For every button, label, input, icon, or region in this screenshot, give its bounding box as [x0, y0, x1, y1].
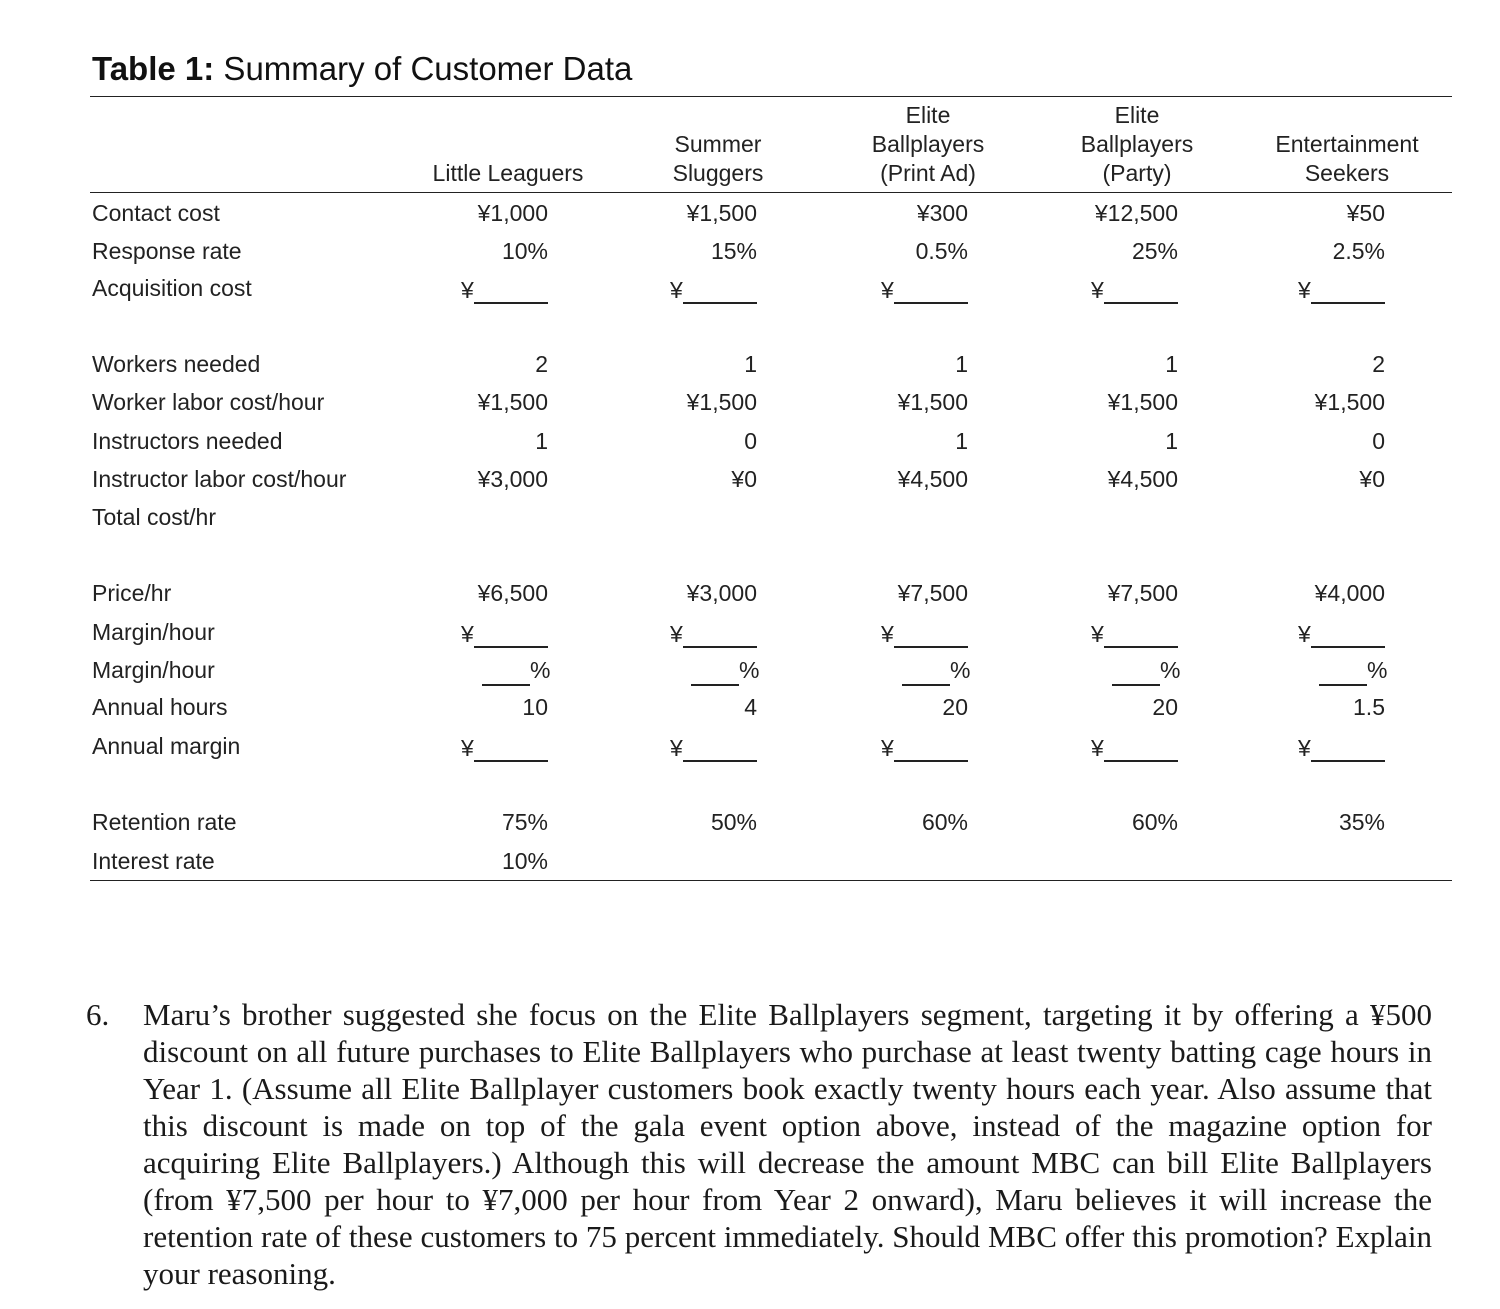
answer-blank[interactable]	[1319, 684, 1367, 686]
table-title	[92, 50, 632, 88]
table-cell: 15%	[710, 238, 757, 264]
row-label: Interest rate	[92, 848, 215, 874]
table-cell: 1	[744, 351, 757, 377]
row-label: Worker labor cost/hour	[92, 389, 325, 415]
answer-blank[interactable]	[1104, 646, 1178, 648]
table-cell: 2	[535, 351, 548, 377]
answer-blank[interactable]	[1104, 760, 1178, 762]
yen-symbol: ¥	[461, 277, 474, 303]
row-label: Price/hr	[92, 580, 172, 606]
column-header	[408, 159, 608, 188]
table-cell: 4	[744, 694, 757, 720]
row-label: Retention rate	[92, 809, 237, 835]
row-label: Instructors needed	[92, 428, 283, 454]
percent-symbol: %	[950, 657, 971, 683]
answer-blank[interactable]	[1311, 646, 1385, 648]
table-cell: 75%	[501, 809, 548, 835]
table-cell: ¥1,000	[477, 200, 548, 226]
column-header-line: Ballplayers	[1080, 131, 1194, 157]
yen-symbol: ¥	[1298, 277, 1311, 303]
column-header	[618, 130, 818, 188]
yen-symbol: ¥	[670, 277, 683, 303]
row-label: Response rate	[92, 238, 242, 264]
column-header-line: Ballplayers	[871, 131, 985, 157]
answer-blank[interactable]	[683, 760, 757, 762]
yen-symbol: ¥	[881, 621, 894, 647]
row-label: Annual margin	[92, 733, 241, 759]
answer-blank[interactable]	[691, 684, 739, 686]
table-cell: 1	[955, 428, 968, 454]
table-cell: ¥1,500	[477, 389, 548, 415]
table-cell: ¥7,500	[897, 580, 968, 606]
percent-symbol: %	[530, 657, 551, 683]
percent-symbol: %	[1367, 657, 1388, 683]
table-cell: 10	[522, 694, 548, 720]
table-cell: 20	[1152, 694, 1178, 720]
answer-blank[interactable]	[1311, 302, 1385, 304]
table-cell: ¥1,500	[897, 389, 968, 415]
column-header	[1037, 101, 1237, 188]
column-header-line: Seekers	[1304, 160, 1390, 186]
table-cell: ¥1,500	[1107, 389, 1178, 415]
question-text: Maru’s brother suggested she focus on the Elite Ballplayers segment, targeting it by offering a ¥500 discount on all future purchases to Elite Ballplayers who purchase at least twenty batting cage hours in Year 1. (Assume all Elite Ballplayer customers book exactly twenty hours each year. Also assume that this discount is made on top of the gala event option above, instead of the magazine option for acquiring Elite Ballplayers.) Although this will decrease the amount MBC can bill Elite Ballplayers (from ¥7,500 per hour to ¥7,000 per hour from Year 2 onward), Maru believes it will increase the retention rate of these customers to 75 percent immediately. Should MBC offer this promotion? Explain your reasoning.	[143, 997, 1432, 1291]
table-cell: ¥12,500	[1094, 200, 1178, 226]
table-cell: ¥1,500	[686, 389, 757, 415]
table-cell: 10%	[501, 848, 548, 874]
percent-symbol: %	[1160, 657, 1181, 683]
column-header-line: Entertainment	[1275, 131, 1419, 157]
table-title-label: Table 1:	[92, 50, 215, 87]
percent-symbol: %	[739, 657, 760, 683]
answer-blank[interactable]	[1112, 684, 1160, 686]
row-label: Acquisition cost	[92, 275, 252, 301]
yen-symbol: ¥	[1091, 735, 1104, 761]
table-cell: ¥300	[916, 200, 968, 226]
yen-symbol: ¥	[881, 277, 894, 303]
row-label: Margin/hour	[92, 619, 215, 645]
row-label: Contact cost	[92, 200, 220, 226]
yen-symbol: ¥	[461, 735, 474, 761]
row-label: Margin/hour	[92, 657, 215, 683]
table-cell: 50%	[710, 809, 757, 835]
yen-symbol: ¥	[1091, 621, 1104, 647]
table-cell: 20	[942, 694, 968, 720]
table-cell: 2.5%	[1332, 238, 1385, 264]
table-cell: 1	[955, 351, 968, 377]
table-cell: ¥7,500	[1107, 580, 1178, 606]
column-header-line: Little Leaguers	[432, 160, 584, 186]
table-cell: ¥1,500	[686, 200, 757, 226]
table-cell: 1	[535, 428, 548, 454]
table-cell: ¥3,000	[686, 580, 757, 606]
column-header-line: (Party)	[1102, 160, 1172, 186]
yen-symbol: ¥	[1298, 621, 1311, 647]
table-cell: ¥50	[1346, 200, 1385, 226]
table-cell: ¥4,000	[1314, 580, 1385, 606]
table-cell: 35%	[1338, 809, 1385, 835]
table-cell: ¥3,000	[477, 466, 548, 492]
table-title-text: Summary of Customer Data	[214, 50, 633, 87]
yen-symbol: ¥	[1298, 735, 1311, 761]
row-label: Instructor labor cost/hour	[92, 466, 347, 492]
yen-symbol: ¥	[461, 621, 474, 647]
column-header-line: Sluggers	[672, 160, 764, 186]
table-top-rule	[90, 96, 1452, 97]
answer-blank[interactable]	[894, 760, 968, 762]
table-cell: 25%	[1131, 238, 1178, 264]
yen-symbol: ¥	[670, 735, 683, 761]
column-header-line: (Print Ad)	[880, 160, 976, 186]
table-cell: 10%	[501, 238, 548, 264]
table-cell: 60%	[921, 809, 968, 835]
row-label: Annual hours	[92, 694, 228, 720]
table-cell: ¥4,500	[1107, 466, 1178, 492]
table-cell: 0	[1372, 428, 1385, 454]
yen-symbol: ¥	[881, 735, 894, 761]
table-cell: ¥0	[731, 466, 757, 492]
question-number: 6.	[86, 997, 110, 1032]
column-header-line: Summer	[674, 131, 762, 157]
answer-blank[interactable]	[474, 302, 548, 304]
row-label: Workers needed	[92, 351, 261, 377]
column-header-line: Elite	[1114, 102, 1160, 128]
table-cell: ¥1,500	[1314, 389, 1385, 415]
table-cell: 60%	[1131, 809, 1178, 835]
column-header	[828, 101, 1028, 188]
header-bottom-rule	[90, 192, 1452, 193]
answer-blank[interactable]	[1104, 302, 1178, 304]
table-cell: 1.5	[1353, 694, 1385, 720]
yen-symbol: ¥	[1091, 277, 1104, 303]
yen-symbol: ¥	[670, 621, 683, 647]
answer-blank[interactable]	[894, 646, 968, 648]
answer-blank[interactable]	[482, 684, 530, 686]
column-header	[1247, 130, 1447, 188]
answer-blank[interactable]	[474, 760, 548, 762]
table-cell: 0.5%	[915, 238, 968, 264]
row-label: Total cost/hr	[92, 504, 216, 530]
answer-blank[interactable]	[683, 302, 757, 304]
table-cell: ¥6,500	[477, 580, 548, 606]
column-header-line: Elite	[905, 102, 951, 128]
answer-blank[interactable]	[902, 684, 950, 686]
table-cell: 2	[1372, 351, 1385, 377]
answer-blank[interactable]	[1311, 760, 1385, 762]
table-cell: 0	[744, 428, 757, 454]
answer-blank[interactable]	[474, 646, 548, 648]
table-bottom-rule	[90, 880, 1452, 881]
table-cell: 1	[1165, 428, 1178, 454]
table-cell: ¥4,500	[897, 466, 968, 492]
answer-blank[interactable]	[894, 302, 968, 304]
table-cell: 1	[1165, 351, 1178, 377]
table-cell: ¥0	[1359, 466, 1385, 492]
answer-blank[interactable]	[683, 646, 757, 648]
